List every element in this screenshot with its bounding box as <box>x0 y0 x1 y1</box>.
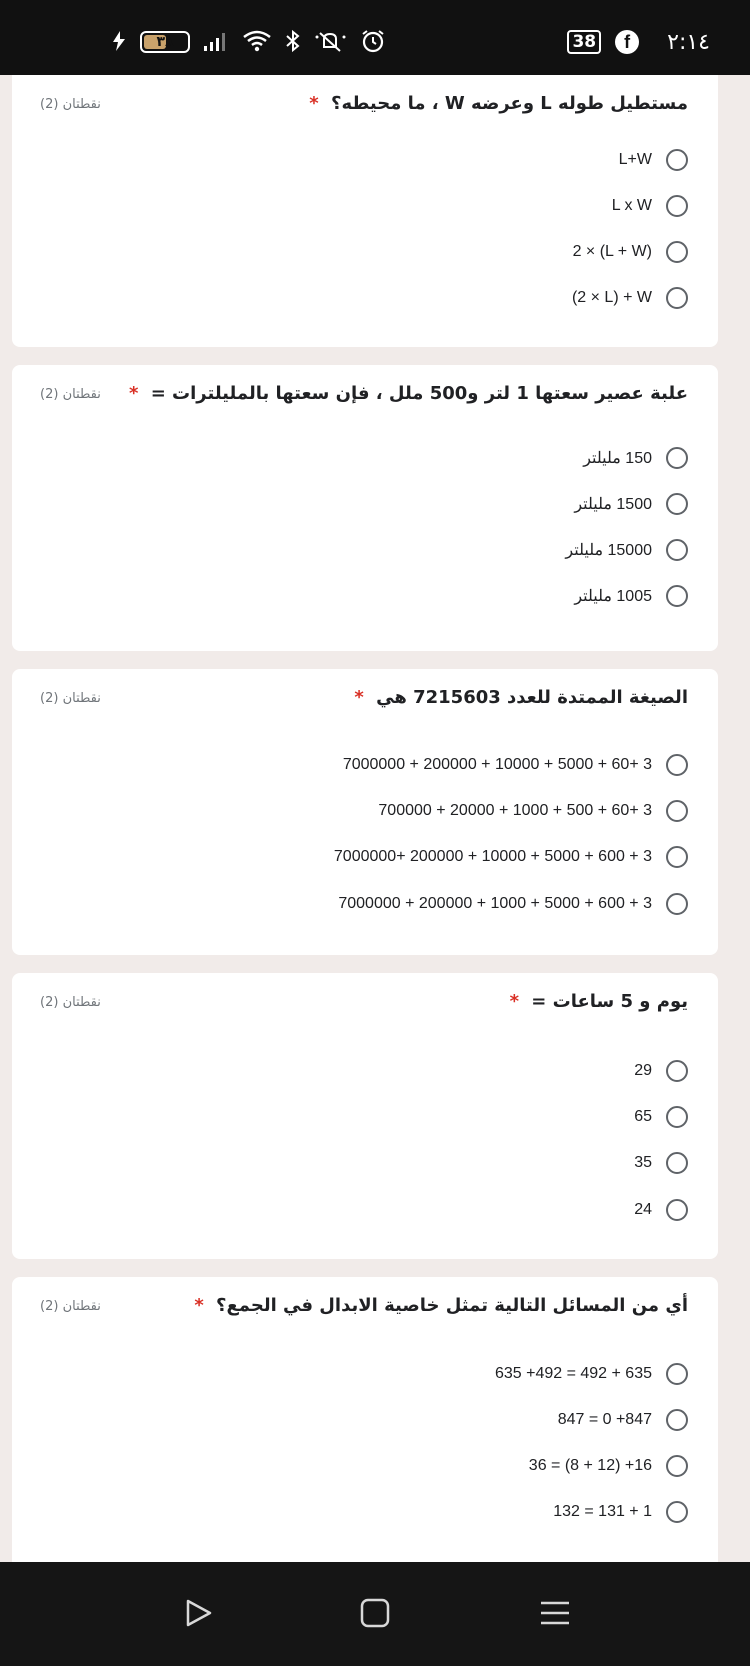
question-card-1 <box>12 75 718 347</box>
option-label: L+W <box>618 151 652 168</box>
option-label: 15000 مليلتر <box>565 542 652 559</box>
radio-button[interactable] <box>666 1363 688 1385</box>
wifi-icon <box>242 29 272 56</box>
answer-option[interactable] <box>574 489 688 519</box>
bluetooth-icon <box>284 29 302 56</box>
radio-button[interactable] <box>666 287 688 309</box>
answer-option[interactable] <box>378 796 688 826</box>
question-card-4 <box>12 973 718 1259</box>
answer-option[interactable] <box>583 443 688 473</box>
question-points: نقطتان (2) <box>40 995 101 1010</box>
radio-button[interactable] <box>666 1152 688 1174</box>
question-header <box>12 365 718 425</box>
status-time: ٢:١٤ <box>667 29 710 55</box>
radio-button[interactable] <box>666 846 688 868</box>
battery-icon <box>140 31 190 53</box>
question-header <box>12 973 718 1033</box>
radio-button[interactable] <box>666 754 688 776</box>
radio-button[interactable] <box>666 195 688 217</box>
alarm-icon <box>360 28 386 57</box>
question-points: نقطتان (2) <box>40 1299 101 1314</box>
mute-icon <box>314 29 348 56</box>
signal-icon <box>202 30 230 55</box>
question-points: نقطتان (2) <box>40 97 101 112</box>
radio-button[interactable] <box>666 1455 688 1477</box>
option-label: L x W <box>611 197 652 214</box>
question-title: أي من المسائل التالية تمثل خاصية الابدال في الجمع؟ * <box>194 1295 688 1316</box>
option-label: 7000000+ 200000 + 10000 + 5000 + 600 + 3 <box>333 848 652 865</box>
question-points: نقطتان (2) <box>40 387 101 402</box>
radio-button[interactable] <box>666 241 688 263</box>
answer-option[interactable] <box>634 1102 688 1132</box>
required-mark: * <box>194 1295 204 1316</box>
radio-button[interactable] <box>666 1060 688 1082</box>
question-card-3 <box>12 669 718 955</box>
required-mark: * <box>354 687 364 708</box>
answer-option[interactable] <box>553 1497 688 1527</box>
status-bar <box>0 0 750 75</box>
question-header <box>12 669 718 729</box>
home-icon[interactable] <box>357 1595 393 1631</box>
answer-option[interactable] <box>634 1195 688 1225</box>
charging-icon <box>110 30 128 55</box>
answer-option[interactable] <box>612 191 688 221</box>
answer-option[interactable] <box>338 889 688 919</box>
option-label: (2 × L) + W <box>571 289 652 306</box>
radio-button[interactable] <box>666 893 688 915</box>
radio-button[interactable] <box>666 1106 688 1128</box>
question-title: علبة عصير سعتها 1 لتر و500 ملل ، فإن سعتها بالمليلترات = * <box>128 383 688 404</box>
option-label: 635 +492 = 492 + 635 <box>494 1365 652 1382</box>
question-header <box>12 1277 718 1337</box>
back-icon[interactable] <box>180 1595 216 1631</box>
answer-option[interactable] <box>495 1359 688 1389</box>
option-label: 2 × (L + W) <box>572 243 652 260</box>
notification-count-badge: 38 <box>567 30 601 54</box>
facebook-icon: f <box>615 30 639 54</box>
recent-apps-icon[interactable] <box>537 1595 573 1631</box>
status-icons-left <box>110 28 386 56</box>
radio-button[interactable] <box>666 149 688 171</box>
answer-option[interactable] <box>558 1405 688 1435</box>
answer-option[interactable] <box>573 237 688 267</box>
system-navigation-bar <box>0 1562 750 1666</box>
option-label: 65 <box>634 1108 652 1125</box>
required-mark: * <box>309 93 319 114</box>
option-label: 36 = (8 + 12) +16 <box>528 1457 652 1474</box>
required-mark: * <box>128 383 139 404</box>
radio-button[interactable] <box>666 493 688 515</box>
option-label: 847 = 0 +847 <box>557 1411 652 1428</box>
status-icons-right <box>567 28 710 56</box>
required-mark: * <box>509 991 519 1012</box>
question-title: يوم و 5 ساعات = * <box>509 991 688 1012</box>
radio-button[interactable] <box>666 1501 688 1523</box>
radio-button[interactable] <box>666 1409 688 1431</box>
question-points: نقطتان (2) <box>40 691 101 706</box>
question-title: الصيغة الممتدة للعدد 7215603 هي * <box>354 687 688 708</box>
answer-option[interactable] <box>634 1148 688 1178</box>
radio-button[interactable] <box>666 585 688 607</box>
option-label: 132 = 131 + 1 <box>553 1503 652 1520</box>
answer-option[interactable] <box>634 1056 688 1086</box>
question-card-5 <box>12 1277 718 1562</box>
option-label: 29 <box>634 1062 652 1079</box>
radio-button[interactable] <box>666 1199 688 1221</box>
question-title: مستطيل طوله L وعرضه W ، ما محيطه؟ * <box>309 93 688 114</box>
option-label: 7000000 + 200000 + 10000 + 5000 + 60+ 3 <box>342 756 652 773</box>
option-label: 1500 مليلتر <box>574 496 652 513</box>
answer-option[interactable] <box>334 842 688 872</box>
radio-button[interactable] <box>666 800 688 822</box>
radio-button[interactable] <box>666 447 688 469</box>
option-label: 35 <box>634 1154 652 1171</box>
answer-option[interactable] <box>619 145 688 175</box>
radio-button[interactable] <box>666 539 688 561</box>
option-label: 150 مليلتر <box>583 450 652 467</box>
question-header <box>12 75 718 135</box>
battery-level: ٣٨ <box>156 34 174 50</box>
answer-option[interactable] <box>343 750 688 780</box>
answer-option[interactable] <box>574 581 688 611</box>
option-label: 24 <box>634 1201 652 1218</box>
option-label: 7000000 + 200000 + 1000 + 5000 + 600 + 3 <box>338 895 652 912</box>
answer-option[interactable] <box>565 535 688 565</box>
question-card-2 <box>12 365 718 651</box>
answer-option[interactable] <box>572 283 688 313</box>
answer-option[interactable] <box>529 1451 688 1481</box>
option-label: 1005 مليلتر <box>574 588 652 605</box>
option-label: 700000 + 20000 + 1000 + 500 + 60+ 3 <box>378 802 652 819</box>
